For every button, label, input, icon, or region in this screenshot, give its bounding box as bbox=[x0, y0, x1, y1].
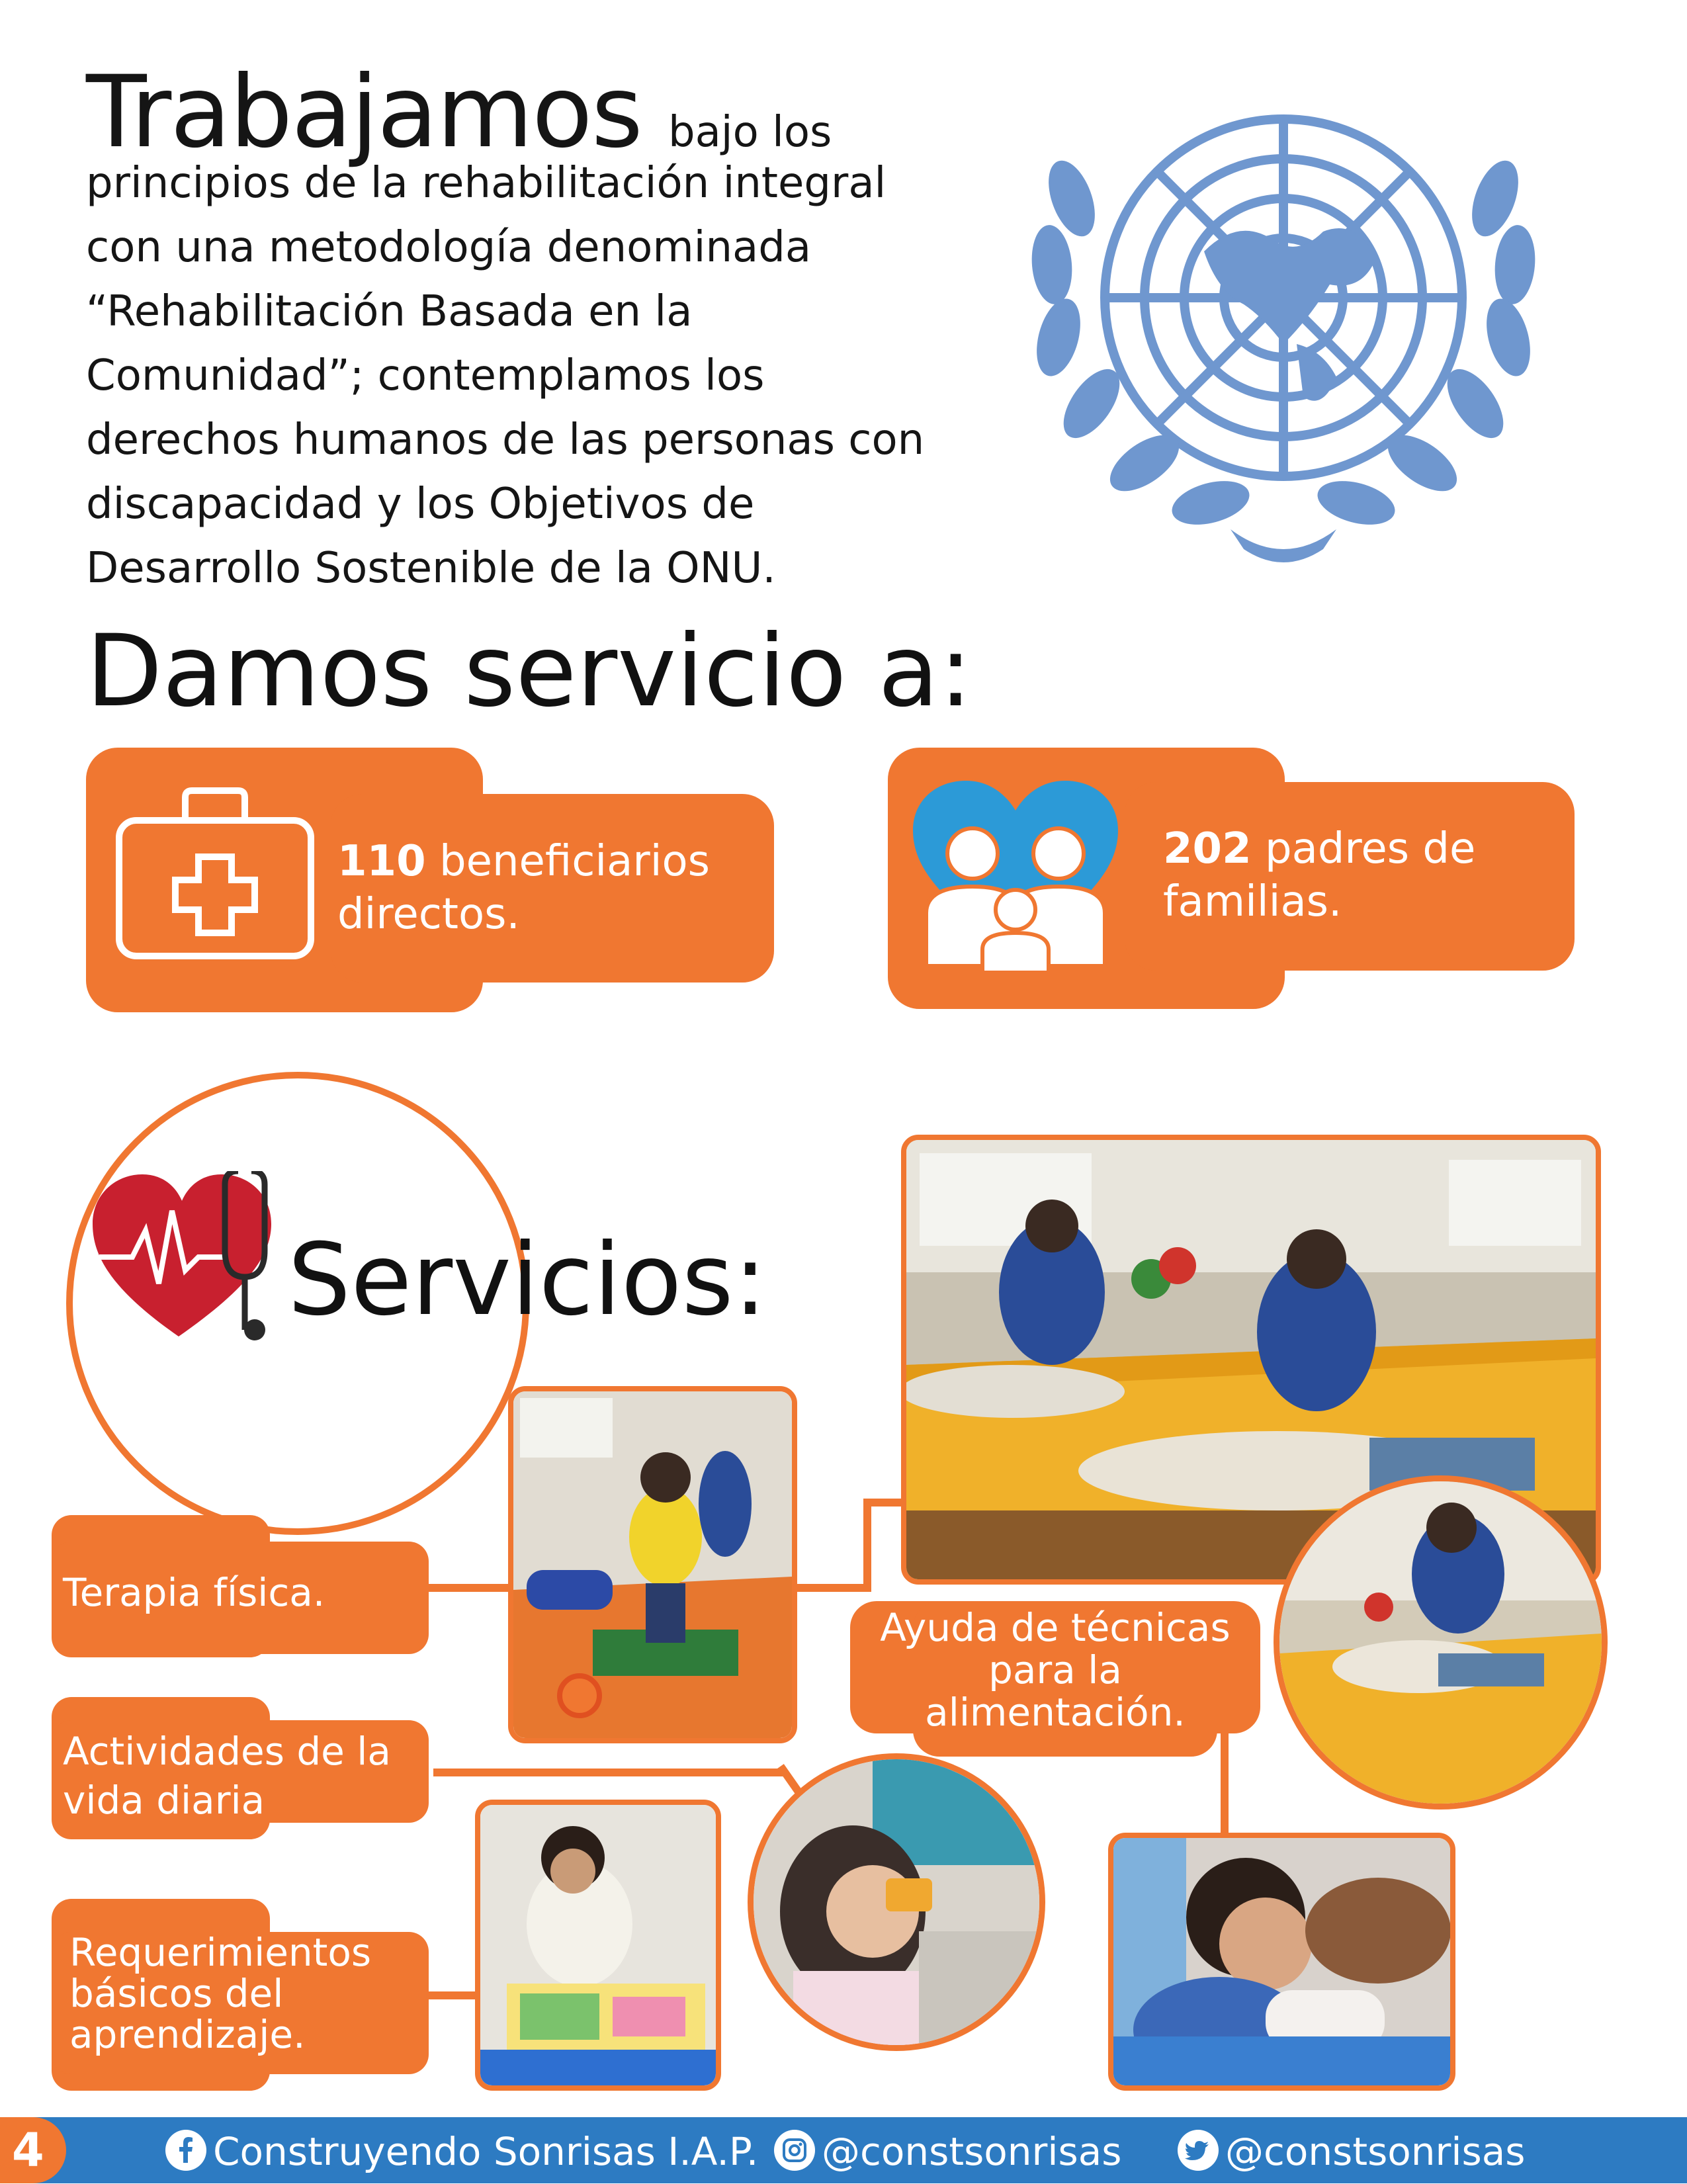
footer-twitter[interactable] bbox=[1178, 2125, 1526, 2178]
intro-headline-rest: bajo los bbox=[668, 108, 832, 157]
service-label: para la bbox=[988, 1647, 1122, 1692]
instagram-icon bbox=[774, 2130, 815, 2171]
photo-round-daily-activities bbox=[748, 1753, 1045, 2051]
beneficiaries-number: 110 bbox=[337, 837, 426, 886]
instagram-handle: @constsonrisas bbox=[822, 2129, 1122, 2174]
twitter-handle: @constsonrisas bbox=[1225, 2129, 1526, 2174]
connector-line bbox=[1221, 1720, 1229, 1836]
intro-line: Comunidad”; contemplamos los bbox=[86, 351, 765, 400]
photo-child-learning bbox=[475, 1800, 721, 2091]
photo-child-therapy bbox=[508, 1386, 797, 1743]
heart-stethoscope-icon bbox=[93, 1171, 298, 1343]
connector-line bbox=[433, 1769, 784, 1776]
section-title-damos: Damos servicio a: bbox=[86, 614, 973, 729]
intro-line: con una metodología denominada bbox=[86, 223, 812, 272]
service-label: vida diaria bbox=[63, 1778, 265, 1823]
twitter-icon bbox=[1178, 2130, 1219, 2171]
photo-round-physiotherapy bbox=[1274, 1475, 1608, 1810]
families-text-2: familias. bbox=[1163, 877, 1342, 926]
service-label: Actividades de la bbox=[63, 1729, 391, 1774]
service-label: Requerimientos bbox=[69, 1930, 372, 1975]
service-label: aprendizaje. bbox=[69, 2012, 306, 2057]
connector-line bbox=[423, 1991, 476, 1999]
facebook-handle: Construyendo Sonrisas I.A.P. bbox=[213, 2129, 759, 2174]
facebook-icon bbox=[165, 2130, 206, 2171]
service-label: Terapia física. bbox=[63, 1570, 325, 1615]
connector-line bbox=[863, 1499, 903, 1507]
intro-line: Desarrollo Sostenible de la ONU. bbox=[86, 544, 776, 593]
connector-line bbox=[423, 1584, 509, 1592]
intro-line: “Rehabilitación Basada en la bbox=[86, 287, 693, 336]
intro-paragraph bbox=[86, 55, 999, 601]
first-aid-kit-icon bbox=[112, 784, 318, 963]
connector-line bbox=[777, 1764, 803, 1796]
intro-line: derechos humanos de las personas con bbox=[86, 415, 925, 464]
intro-line: principios de la rehabilitación integral bbox=[86, 159, 887, 208]
photo-feeding-techniques bbox=[1108, 1833, 1455, 2091]
service-label: Ayuda de técnicas bbox=[880, 1605, 1231, 1650]
families-text: padres de bbox=[1264, 824, 1476, 873]
footer-facebook[interactable] bbox=[165, 2125, 758, 2178]
section-title-servicios: Servicios: bbox=[288, 1223, 767, 1338]
service-label: básicos del bbox=[69, 1971, 284, 2016]
connector-line bbox=[797, 1584, 870, 1592]
un-emblem-icon bbox=[953, 66, 1614, 595]
families-number: 202 bbox=[1163, 824, 1252, 873]
page-number: 4 bbox=[12, 2123, 44, 2177]
intro-line: discapacidad y los Objetivos de bbox=[86, 480, 755, 529]
beneficiaries-text: beneficiarios bbox=[439, 837, 710, 886]
intro-headline: Trabajamos bbox=[86, 55, 642, 170]
connector-line bbox=[863, 1499, 871, 1592]
family-heart-icon bbox=[913, 781, 1118, 973]
beneficiaries-text-2: directos. bbox=[337, 890, 520, 939]
footer-instagram[interactable] bbox=[774, 2125, 1122, 2178]
service-label: alimentación. bbox=[925, 1690, 1186, 1735]
